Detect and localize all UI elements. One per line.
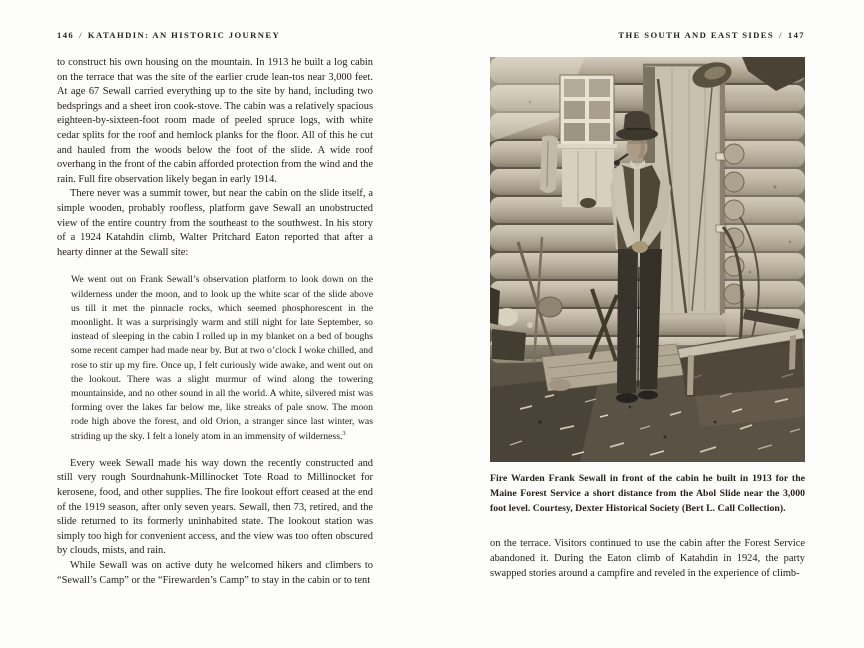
- right-running-title: THE SOUTH AND EAST SIDES: [618, 30, 775, 40]
- photo-caption: Fire Warden Frank Sewall in front of the cabin he built in 1913 for the Maine Forest Service a short distance from the Abol Slide near the 3,000 foot level. Courtesy, Dexter Historical Society (Bert L. Call Collection).: [490, 473, 805, 514]
- hands: [632, 241, 648, 253]
- shoe: [638, 391, 658, 400]
- cabin-window: [557, 75, 617, 148]
- left-body-text: [57, 56, 373, 588]
- right-page-number: 147: [787, 30, 805, 40]
- white-jug: [496, 308, 518, 326]
- sewall-cabin-figure: [490, 57, 805, 516]
- right-running-head: [490, 30, 805, 40]
- window-sill: [557, 144, 617, 148]
- window-panel: [562, 149, 614, 208]
- pipe-bowl: [614, 160, 620, 166]
- footnote-marker: 3: [342, 429, 346, 437]
- shoe: [616, 393, 638, 403]
- left-head-divider: /: [79, 30, 83, 40]
- right-body-text: on the terrace. Visitors continued to use the cabin after the Forest Service abandoned it. During the Eaton climb of Katahdin in 1924, the party swapped stories around a campfire and reveled in the experience of climb-: [490, 538, 805, 579]
- shovel-blade: [538, 297, 562, 317]
- sewall-cabin-photo: [490, 57, 805, 462]
- paragraph-cabin-construction: to construct his own housing on the mountain. In 1913 he built a log cabin on the terrace that was the site of the earlier crude lean-tos near 3,000 feet. At age 67 Sewall carried everything up to the site by hand, including two bedsprings and a sheet iron cook-stove. The cabin was a relatively spacious eighteen-by-sixteen-foot room made of peeled spruce logs, with white cedar splits for the roof and hemlock planks for the floor. All of this he cut and hauled from the woods below the foot of the slide. A wide roof overhang in the front of the cabin afforded protection from the wind and the rain. Full fire observation likely began in early 1914.: [57, 57, 373, 185]
- page-147: [490, 30, 805, 592]
- hanging-cloth: [540, 135, 558, 193]
- eaton-quotation: [71, 273, 373, 443]
- paragraph-lookout-platform: There never was a summit tower, but near the cabin on the slide itself, a simple wooden, probably roofless, platform gave Sewall an unobstructed view of the entire country from the southeast to the southwest. In his story of a 1924 Katahdin climb, Walter Pritchard Eaton reported that after a hearty dinner at the Sewall site:: [57, 188, 373, 258]
- right-head-divider: /: [779, 30, 783, 40]
- paragraph-sewalls-camp: While Sewall was on active duty he welcomed hikers and climbers to “Sewall’s Camp” or the “Firewarden’s Camp” to stay in the cabin or to tent: [57, 559, 373, 586]
- page-146: [57, 30, 373, 588]
- left-running-head: [57, 30, 373, 40]
- quotation-text: We went out on Frank Sewall’s observation platform to look down on the wilderness under the moon, and to look up the white scar of the slide above us till it met the pinnacle rocks, which seemed phosphorescent in the moonlight. It was a surprisingly warm and still night for late September, so instead of sleeping in the cabin I rolled up in my blanket on a bed of boughs some recent camper had made near by. But at two o’clock I woke chilled, and rose to stir up my fire. Once up, I felt curiously wide awake, and went out on the lookout. There was a slight murmur of wind along the towering mountainside, and no other sound in all the world. A white, silvered mist was forming over the lakes far below me, like streaks of pale snow. The moon rode high above the forest, and old Orion, a stranger since last winter, was striding up the sky. I felt a lonely atom in an immensity of wilderness.: [71, 274, 373, 442]
- paragraph-weekly-trips: Every week Sewall made his way down the recently constructed and still very rough Sourdnahunk-Millinocket Tote Road to Millinocket for kerosene, food, and other supplies. The fire lookout effort ceased at the end of the 1919 season, after only seven years. Sewall, then 73, retired, and the slide returned to its formerly uninhabited state. The lookout station was simply too high for convenient access, and the view was too often obscured by clouds, mists, and rain.: [57, 457, 373, 557]
- left-page-number: 146: [57, 30, 75, 40]
- left-running-title: KATAHDIN: AN HISTORIC JOURNEY: [87, 30, 281, 40]
